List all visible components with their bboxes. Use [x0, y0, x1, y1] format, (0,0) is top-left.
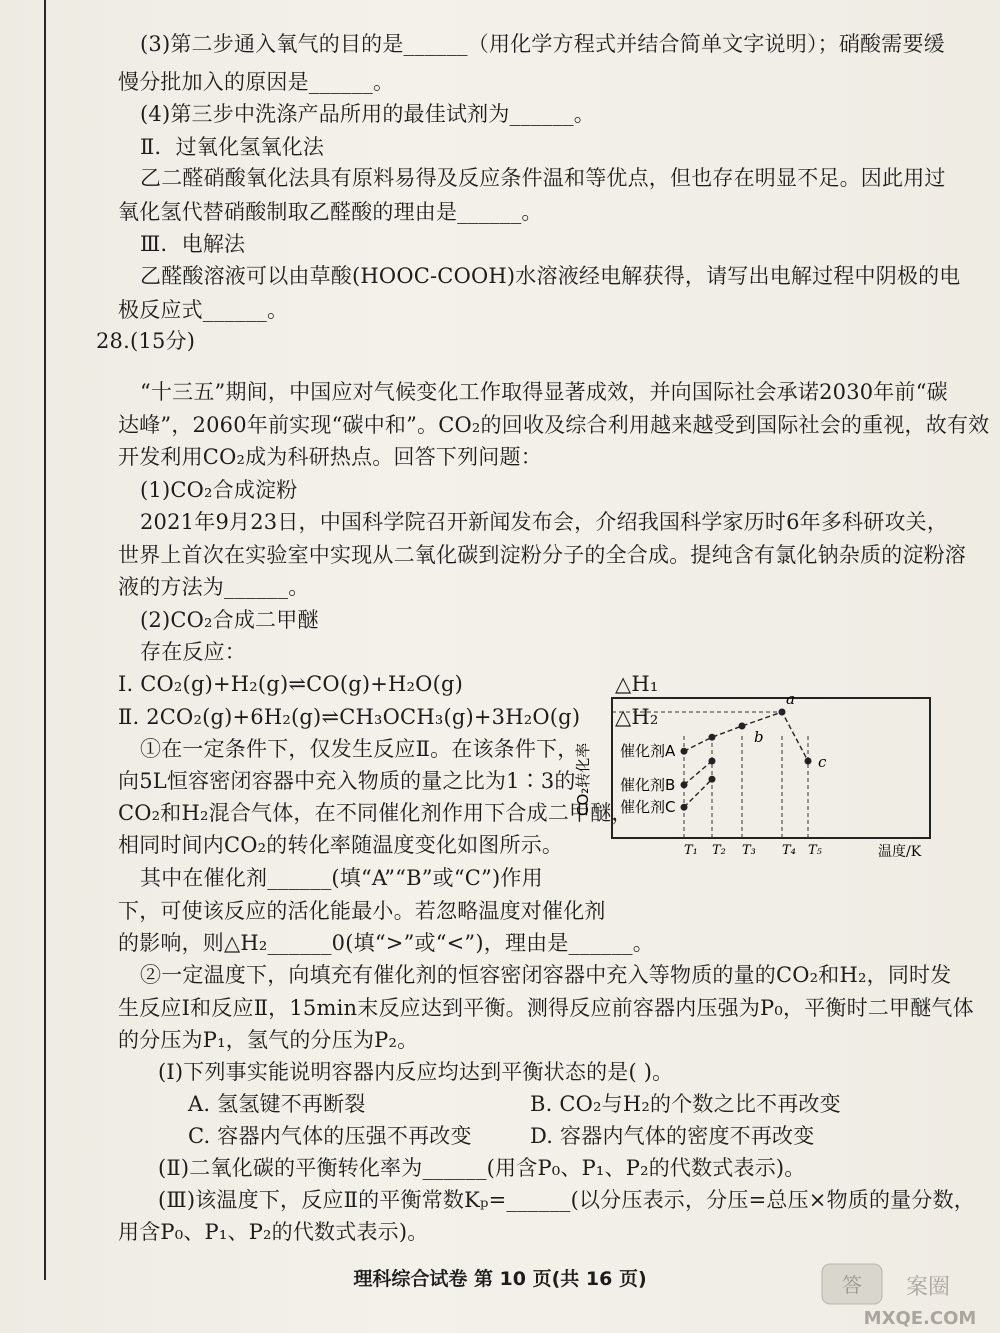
text-line: 液的方法为______。	[118, 575, 310, 599]
site-logo	[820, 1262, 990, 1330]
text-line: 生反应Ⅰ和反应Ⅱ，15min末反应达到平衡。测得反应前容器内压强为P₀，平衡时二甲醚气体	[118, 996, 974, 1020]
point-label: b	[754, 728, 764, 746]
chart-xlabel: 温度/K	[878, 844, 922, 860]
text-line: 慢分批加入的原因是______。	[118, 70, 395, 94]
text-line: 世界上首次在实验室中实现从二氧化碳到淀粉分子的全合成。提纯含有氯化钠杂质的淀粉溶	[118, 543, 966, 567]
x-tick-label: T₁	[684, 843, 698, 858]
chart-ylabel: CO₂转化率	[574, 742, 592, 816]
subsection-heading: (1)CO₂合成淀粉	[140, 478, 298, 502]
section-heading: Ⅱ．过氧化氢氧化法	[140, 135, 325, 159]
text-line: (Ⅰ)下列事实能说明容器内反应均达到平衡状态的是( )。	[158, 1060, 674, 1084]
svg-text:MXQE.COM: MXQE.COM	[863, 1308, 977, 1329]
point-label: a	[786, 690, 795, 708]
text-line: (Ⅲ)该温度下，反应Ⅱ的平衡常数Kₚ=______(以分压表示，分压=总压×物质的量分数，	[158, 1188, 975, 1212]
text-line: 存在反应：	[140, 640, 246, 664]
svg-text:答: 答	[842, 1273, 862, 1297]
text-line: 极反应式______。	[118, 298, 289, 322]
text-line: 用含P₀、P₁、P₂的代数式表示)。	[118, 1220, 429, 1244]
option-d: D. 容器内气体的密度不再改变	[530, 1124, 815, 1148]
text-line: 相同时间内CO₂的转化率随温度变化如图所示。	[118, 833, 564, 857]
subsection-heading: (2)CO₂合成二甲醚	[140, 608, 319, 632]
text-line: 向5L恒容密闭容器中充入物质的量之比为1∶3的	[118, 769, 576, 793]
series-label: 催化剂B	[620, 775, 676, 794]
option-a: A. 氢氢键不再断裂	[188, 1092, 366, 1116]
series-label: 催化剂C	[620, 798, 676, 817]
text-line: ②一定温度下，向填充有催化剂的恒容密闭容器中充入等物质的量的CO₂和H₂，同时发	[140, 963, 952, 987]
series-label: 催化剂A	[620, 742, 676, 761]
option-c: C. 容器内气体的压强不再改变	[188, 1124, 472, 1148]
series-line	[684, 712, 808, 761]
text-line: 其中在催化剂______(填“A”“B”或“C”)作用	[140, 866, 543, 890]
text-line: 乙二醛硝酸氧化法具有原料易得及反应条件温和等优点，但也存在明显不足。因此用过	[140, 166, 946, 190]
text-line: (3)第二步通入氧气的目的是______（用化学方程式并结合简单文字说明）；硝酸需要缓	[140, 32, 945, 56]
text-line: 达峰”，2060年前实现“碳中和”。CO₂的回收及综合利用越来越受到国际社会的重视，故有效	[118, 413, 990, 437]
svg-text:案圈: 案圈	[905, 1275, 951, 1300]
text-line: 的分压为P₁，氢气的分压为P₂。	[118, 1028, 419, 1052]
x-tick-label: T₅	[808, 843, 822, 858]
text-line: ①在一定条件下，仅发生反应Ⅱ。在该条件下，	[140, 737, 579, 761]
series-line	[684, 779, 712, 807]
data-point	[709, 758, 716, 765]
equation-1: Ⅰ. CO₂(g)+H₂(g)⇌CO(g)+H₂O(g)	[118, 672, 464, 696]
data-point	[805, 758, 812, 765]
chart-frame	[612, 698, 930, 838]
data-point	[739, 723, 746, 730]
text-line: 氧化氢代替硝酸制取乙醛酸的理由是______。	[118, 200, 543, 224]
equation-2: Ⅱ. 2CO₂(g)+6H₂(g)⇌CH₃OCH₃(g)+3H₂O(g)	[118, 705, 581, 729]
question-number: 28.(15分)	[96, 329, 196, 353]
text-line: (4)第三步中洗涤产品所用的最佳试剂为______。	[140, 102, 595, 126]
text-line: 的影响，则△H₂______0(填“>”或“<”)，理由是______。	[118, 931, 654, 955]
data-point	[681, 804, 688, 811]
series-line	[684, 761, 712, 785]
enthalpy-1: △H₁	[615, 672, 659, 696]
text-line: “十三五”期间，中国应对气候变化工作取得显著成效，并向国际社会承诺2030年前“碳	[140, 380, 948, 404]
conversion-chart	[574, 690, 940, 871]
option-b: B. CO₂与H₂的个数之比不再改变	[530, 1092, 841, 1116]
page-footer: 理科综合试卷 第 10 页(共 16 页)	[353, 1268, 647, 1290]
data-point	[709, 734, 716, 741]
data-point	[681, 748, 688, 755]
text-line: 2021年9月23日，中国科学院召开新闻发布会，介绍我国科学家历时6年多科研攻关，	[140, 510, 949, 534]
x-tick-label: T₄	[782, 843, 796, 858]
enthalpy-2: △H₂	[615, 705, 659, 729]
data-point	[681, 781, 688, 788]
x-tick-label: T₃	[742, 843, 756, 858]
text-line: CO₂和H₂混合气体，在不同催化剂作用下合成二甲醚，	[118, 801, 633, 825]
text-line: 开发利用CO₂成为科研热点。回答下列问题：	[118, 445, 542, 469]
data-point	[709, 776, 716, 783]
text-line: 乙醛酸溶液可以由草酸(HOOC-COOH)水溶液经电解获得，请写出电解过程中阴极的电	[140, 264, 961, 288]
text-line: 下，可使该反应的活化能最小。若忽略温度对催化剂	[118, 899, 606, 923]
section-heading: Ⅲ．电解法	[140, 232, 246, 256]
point-label: c	[818, 753, 827, 771]
text-line: (Ⅱ)二氧化碳的平衡转化率为______(用含P₀、P₁、P₂的代数式表示)。	[158, 1156, 806, 1180]
x-tick-label: T₂	[712, 843, 726, 858]
binding-line	[44, 0, 46, 1280]
chart-marks	[612, 690, 827, 858]
